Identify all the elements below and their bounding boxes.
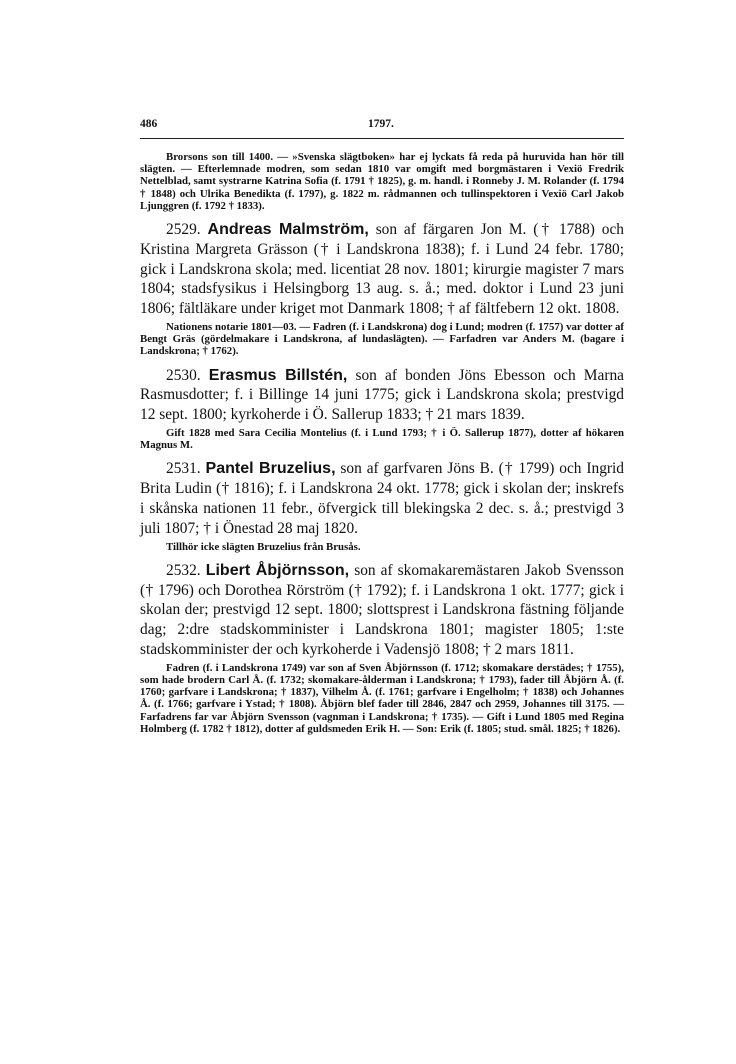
header-rule <box>140 138 624 139</box>
entry-number: 2529. <box>166 221 201 239</box>
entry-number: 2530. <box>166 366 201 384</box>
entry-number: 2531. <box>166 460 201 478</box>
entry-text: son af bonden Jöns Ebesson och Marna Rasmusdotter; f. i Billinge 14 juni 1775; gick i Landskrona skola; prestvigd 12 sept. 1800; kyrkoherde i Ö. Sallerup 1833; † 21 mars 1839. <box>140 366 624 424</box>
page-header <box>140 118 624 136</box>
entry-text: son af skomakaremästaren Jakob Svensson († 1796) och Dorothea Rörström († 1792); f. i Landskrona 1 okt. 1777; gick i skolan der; prestvigd 12 sept. 1800; slottsprest i Landskrona fästning följande dag; 2:dre stadskomminister i Landskrona 1801; magister 1805; 1:ste stadskomminister der och kyrkoherde i Vadensjö 1808; † 2 mars 1811. <box>140 561 625 658</box>
person-name: Pantel Bruzelius, <box>205 460 336 478</box>
entry-text: son af färgaren Jon M. († 1788) och Kristina Margreta Grässon († i Landskrona 1838); f. i Lund 24 febr. 1780; gick i Landskrona skola; med. licentiat 28 nov. 1801; kirurgie magister 7 mars 1804; stadsfysikus i Helsingborg 13 aug. s. å.; med. doktor i Lund 23 juni 1806; fältläkare under kriget mot Danmark 1808; † af fältfebern 12 okt. 1808. <box>140 221 624 318</box>
entry-note: Tillhör icke slägten Bruzelius från Brusås. <box>166 540 361 553</box>
entry-number: 2532. <box>166 561 201 579</box>
entry-2529 <box>140 220 624 319</box>
person-name: Erasmus Billstén, <box>208 366 348 384</box>
entry-2530 <box>140 366 624 425</box>
entry-2531 <box>140 459 624 538</box>
page-number: 486 <box>140 118 158 130</box>
entry-note: Nationens notarie 1801—03. — Fadren (f. i Landskrona) dog i Lund; modren (f. 1757) var dotter af Bengt Gräs (gördelmakare i Landskrona, af lundaslägten). — Farfadren var Anders M. (bagare i Landskrona; † 1762). <box>140 321 624 358</box>
continued-note: Brorsons son till 1400. — »Svenska slägtboken» har ej lyckats få reda på huruvida han hör till slägten. — Efterlemnade modren, som sedan 1810 var omgift med borgmästaren i Vexiö Fredrik Nettelblad, samt systrarne Katrina Sofia (f. 1791 † 1825), g. m. handl. i Ronneby J. M. Rolander (f. 1794 † 1848) och Ulrika Benedikta (f. 1797), g. 1822 m. rådmannen och tullinspektoren i Vexiö Carl Jakob Ljunggren (f. 1792 † 1833). <box>140 151 624 212</box>
person-name: Andreas Malmström, <box>207 221 369 239</box>
running-head-year: 1797. <box>368 118 394 130</box>
person-name: Libert Åbjörnsson, <box>205 561 350 579</box>
entry-note: Fadren (f. i Landskrona 1749) var son af Sven Åbjörnsson (f. 1712; skomakare derstädes; † 1755), som hade brodern Carl Å. (f. 1732; skomakare-ålderman i Landskrona; † 1793), fader till Åbjörn Å. (f. 1760; garfvare i Landskrona; † 1837), Vilhelm Å. (f. 1761; garfvare i Engelholm; † 1838) och Johannes Å. (f. 1766; garfvare i Ystad; † 1808). Åbjörn blef fader till 2846, 2847 och 2959, Johannes till 3175. — Farfadrens far var Åbjörn Svensson (vagnman i Landskrona; † 1735). — Gift i Lund 1805 med Regina Holmberg (f. 1782 † 1812), dotter af guldsmeden Erik H. — Son: Erik (f. 1805; stud. smål. 1825; † 1826). <box>140 661 624 735</box>
entry-text: son af garfvaren Jöns B. († 1799) och Ingrid Brita Ludin († 1816); f. i Landskrona 24 okt. 1778; gick i skolan der; inskrefs i skånska nationen 11 febr., öfvergick till blekingska 2 dec. s. å.; prestvigd 3 juli 1807; † i Önestad 28 maj 1820. <box>140 460 624 537</box>
entry-2532 <box>140 561 624 660</box>
book-page <box>140 118 624 735</box>
entry-note: Gift 1828 med Sara Cecilia Montelius (f. i Lund 1793; † i Ö. Sallerup 1877), dotter af hökaren Magnus M. <box>140 427 624 452</box>
